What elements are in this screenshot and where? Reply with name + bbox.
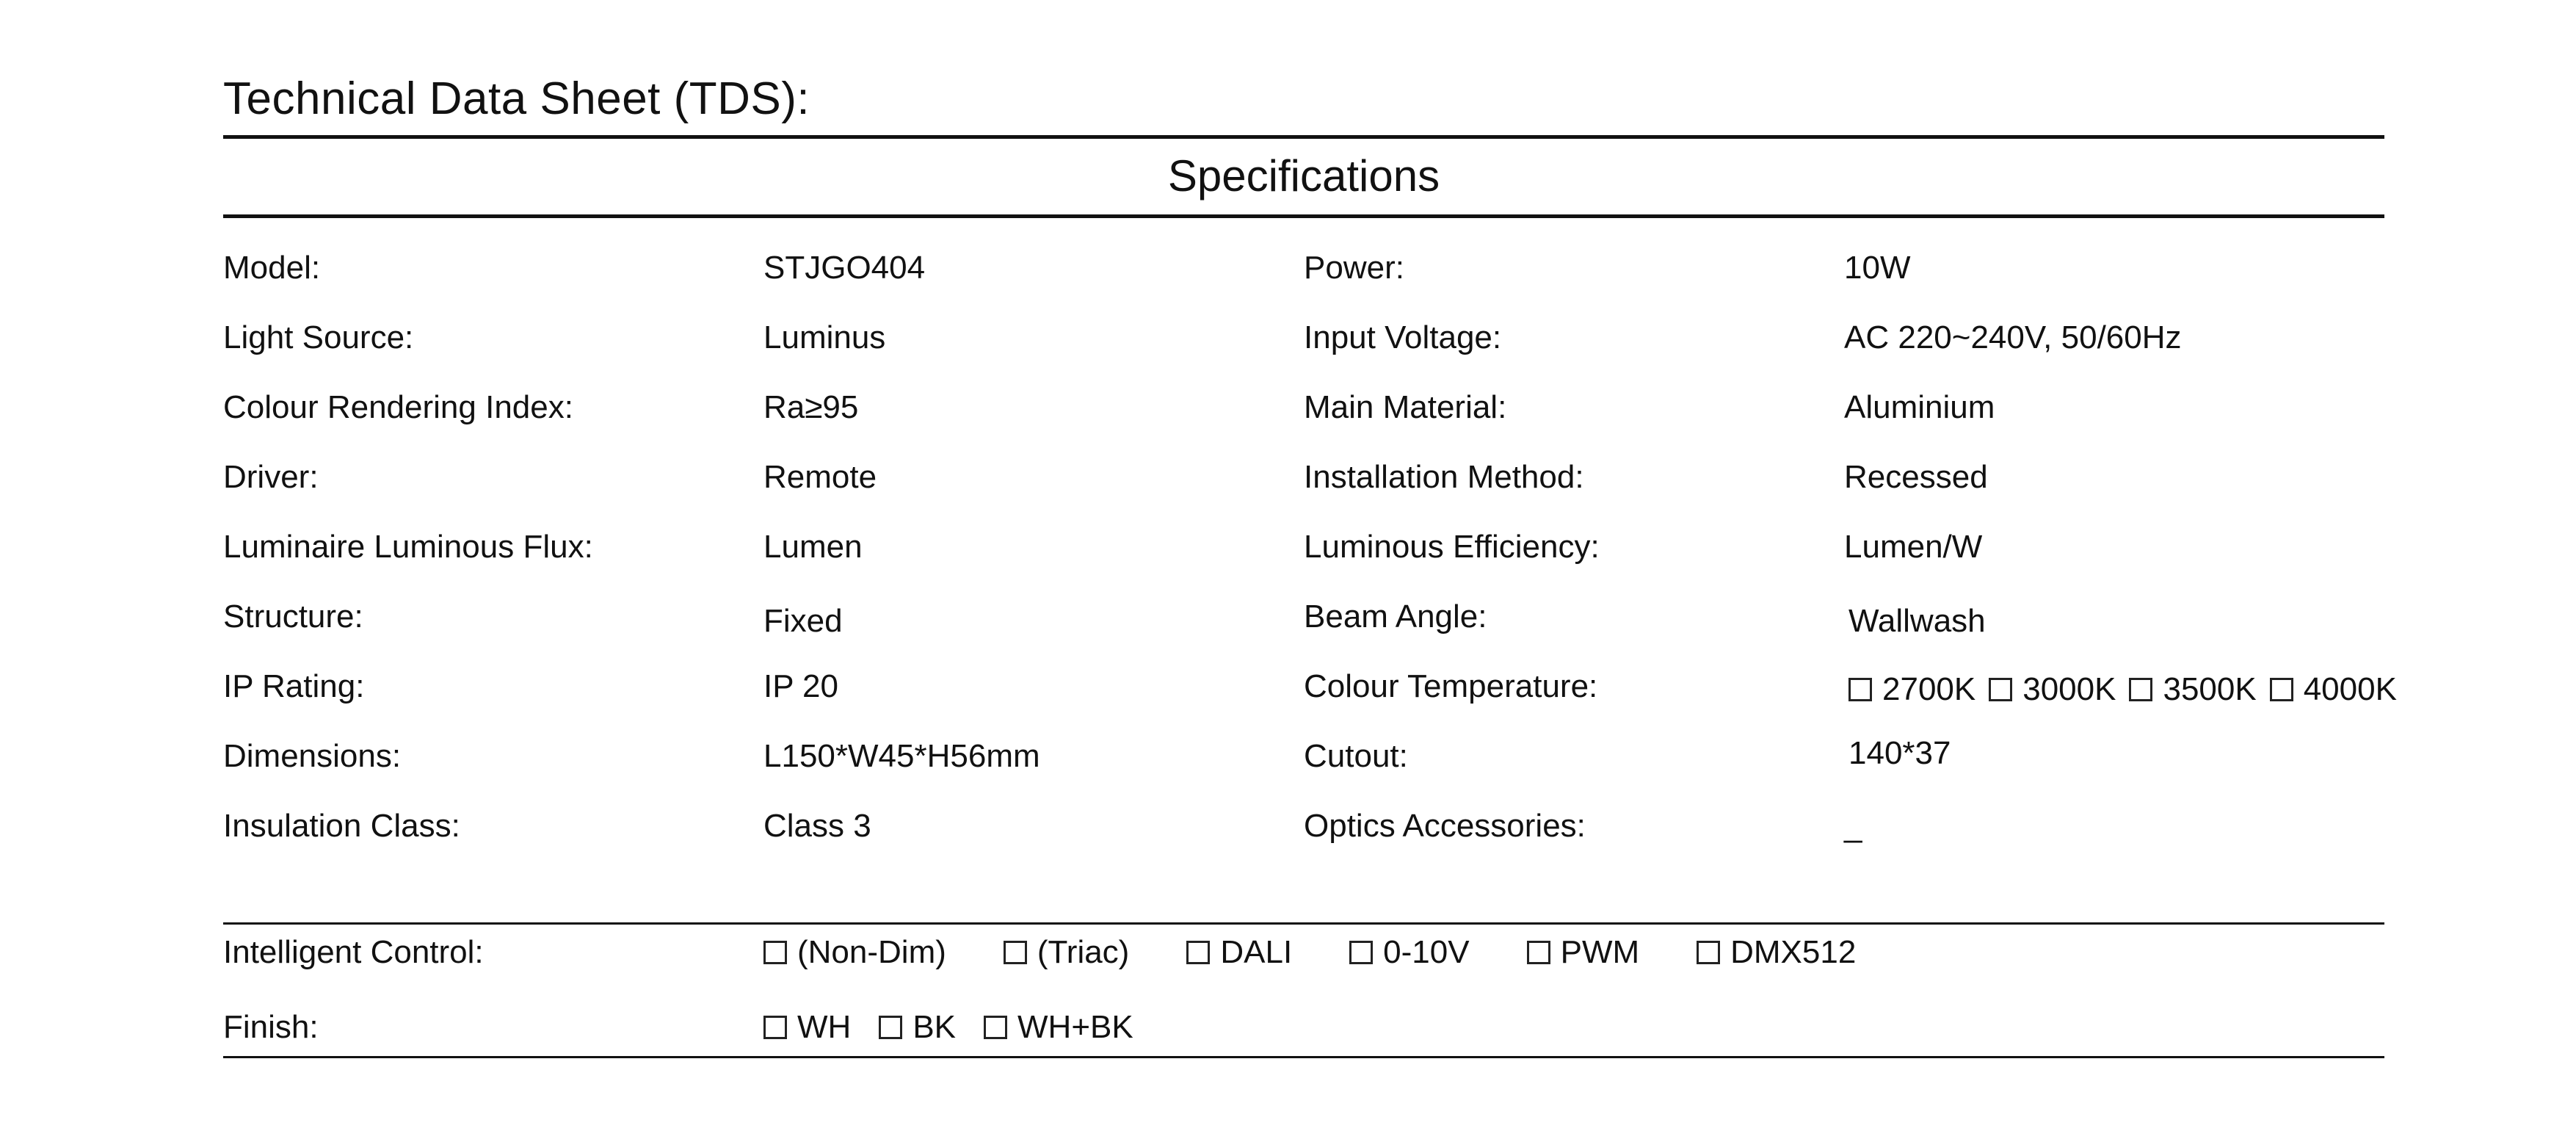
- option-label: 4000K: [2303, 671, 2397, 707]
- section-title: Specifications: [1167, 151, 1440, 200]
- spec-row: [223, 661, 2397, 731]
- option-0-10v[interactable]: [1349, 919, 1469, 986]
- controls-divider-bottom: [223, 1056, 2384, 1058]
- spec-row: [223, 242, 2384, 312]
- option-dmx512[interactable]: [1697, 919, 1856, 986]
- spec-value: Class 3: [763, 808, 871, 844]
- specs-table: [223, 242, 2397, 870]
- intelligent-control-options: [763, 919, 1913, 986]
- colour-temperature-options: [1848, 664, 2410, 715]
- option-label: (Non-Dim): [797, 934, 946, 970]
- spec-label: Main Material:: [1304, 389, 1507, 425]
- spec-label: Power:: [1304, 250, 1404, 286]
- option-4000k[interactable]: [2270, 664, 2397, 715]
- option-label: 3500K: [2163, 671, 2257, 707]
- option-label: BK: [913, 1009, 957, 1045]
- spec-label: Light Source:: [223, 319, 414, 355]
- spec-row: [223, 382, 2384, 452]
- checkbox[interactable]: [2129, 678, 2152, 701]
- tds-sheet: [223, 0, 2397, 1128]
- checkbox[interactable]: [1989, 678, 2012, 701]
- finish-label: Finish:: [223, 1009, 319, 1045]
- spec-row: [223, 591, 2384, 661]
- spec-value: IP 20: [763, 668, 838, 704]
- checkbox[interactable]: [1697, 941, 1720, 964]
- spec-label: Dimensions:: [223, 738, 402, 774]
- option-non-dim[interactable]: [763, 919, 946, 986]
- spec-value: 10W: [1844, 250, 1911, 286]
- checkbox[interactable]: [763, 1016, 787, 1039]
- spec-label: Colour Rendering Index:: [223, 389, 573, 425]
- option-label: WH+BK: [1017, 1009, 1133, 1045]
- spec-label: Luminous Efficiency:: [1304, 529, 1600, 565]
- spec-value: _: [1844, 808, 1862, 844]
- spec-row: [223, 800, 2384, 870]
- option-3500k[interactable]: [2129, 664, 2256, 715]
- section-divider: [223, 214, 2384, 218]
- intelligent-control-label: Intelligent Control:: [223, 934, 484, 970]
- option-wh[interactable]: [763, 994, 851, 1060]
- spec-label: Model:: [223, 250, 321, 286]
- spec-value: Ra≥95: [763, 389, 859, 425]
- title-divider: [223, 135, 2384, 139]
- option-2700k[interactable]: [1848, 664, 1975, 715]
- spec-label: Luminaire Luminous Flux:: [223, 529, 593, 565]
- spec-value: L150*W45*H56mm: [763, 738, 1040, 774]
- checkbox[interactable]: [1004, 941, 1027, 964]
- spec-value: Fixed: [763, 603, 843, 639]
- checkbox[interactable]: [763, 941, 787, 964]
- checkbox[interactable]: [879, 1016, 902, 1039]
- option-label: (Triac): [1037, 934, 1130, 970]
- option-bk[interactable]: [879, 994, 956, 1060]
- spec-value: Wallwash: [1848, 603, 1986, 639]
- checkbox[interactable]: [1186, 941, 1210, 964]
- option-3000k[interactable]: [1989, 664, 2116, 715]
- option-label: WH: [797, 1009, 852, 1045]
- checkbox[interactable]: [1527, 941, 1550, 964]
- spec-label: Insulation Class:: [223, 808, 460, 844]
- spec-value: 140*37: [1848, 735, 1951, 771]
- checkbox[interactable]: [1349, 941, 1373, 964]
- spec-row: [223, 312, 2384, 382]
- spec-label: IP Rating:: [223, 668, 365, 704]
- spec-row: [223, 521, 2384, 591]
- spec-label: Structure:: [223, 599, 363, 634]
- option-pwm[interactable]: [1527, 919, 1640, 986]
- option-label: PWM: [1560, 934, 1640, 970]
- spec-value: Remote: [763, 459, 877, 495]
- spec-label: Input Voltage:: [1304, 319, 1502, 355]
- option-label: DMX512: [1730, 934, 1857, 970]
- option-triac[interactable]: [1004, 919, 1129, 986]
- intelligent-control-row: [223, 919, 2384, 986]
- checkbox[interactable]: [984, 1016, 1007, 1039]
- spec-value: AC 220~240V, 50/60Hz: [1844, 319, 2182, 355]
- spec-label: Driver:: [223, 459, 319, 495]
- spec-value: Luminus: [763, 319, 886, 355]
- spec-row: [223, 731, 2384, 800]
- spec-value: Aluminium: [1844, 389, 1995, 425]
- checkbox[interactable]: [2270, 678, 2293, 701]
- option-wh-bk[interactable]: [984, 994, 1133, 1060]
- finish-options: [763, 994, 1161, 1060]
- option-label: 3000K: [2022, 671, 2116, 707]
- option-dali[interactable]: [1186, 919, 1292, 986]
- option-label: 0-10V: [1383, 934, 1470, 970]
- finish-row: [223, 994, 2384, 1060]
- spec-value: Lumen: [763, 529, 863, 565]
- document-title: Technical Data Sheet (TDS):: [223, 73, 810, 124]
- spec-label: Installation Method:: [1304, 459, 1584, 495]
- spec-label: Optics Accessories:: [1304, 808, 1586, 844]
- spec-label: Beam Angle:: [1304, 599, 1487, 634]
- spec-label: Cutout:: [1304, 738, 1408, 774]
- option-label: DALI: [1220, 934, 1293, 970]
- spec-value: Lumen/W: [1844, 529, 1983, 565]
- checkbox[interactable]: [1848, 678, 1872, 701]
- option-label: 2700K: [1882, 671, 1976, 707]
- spec-label: Colour Temperature:: [1304, 668, 1598, 704]
- spec-value: Recessed: [1844, 459, 1988, 495]
- spec-value: STJGO404: [763, 250, 926, 286]
- spec-row: [223, 452, 2384, 521]
